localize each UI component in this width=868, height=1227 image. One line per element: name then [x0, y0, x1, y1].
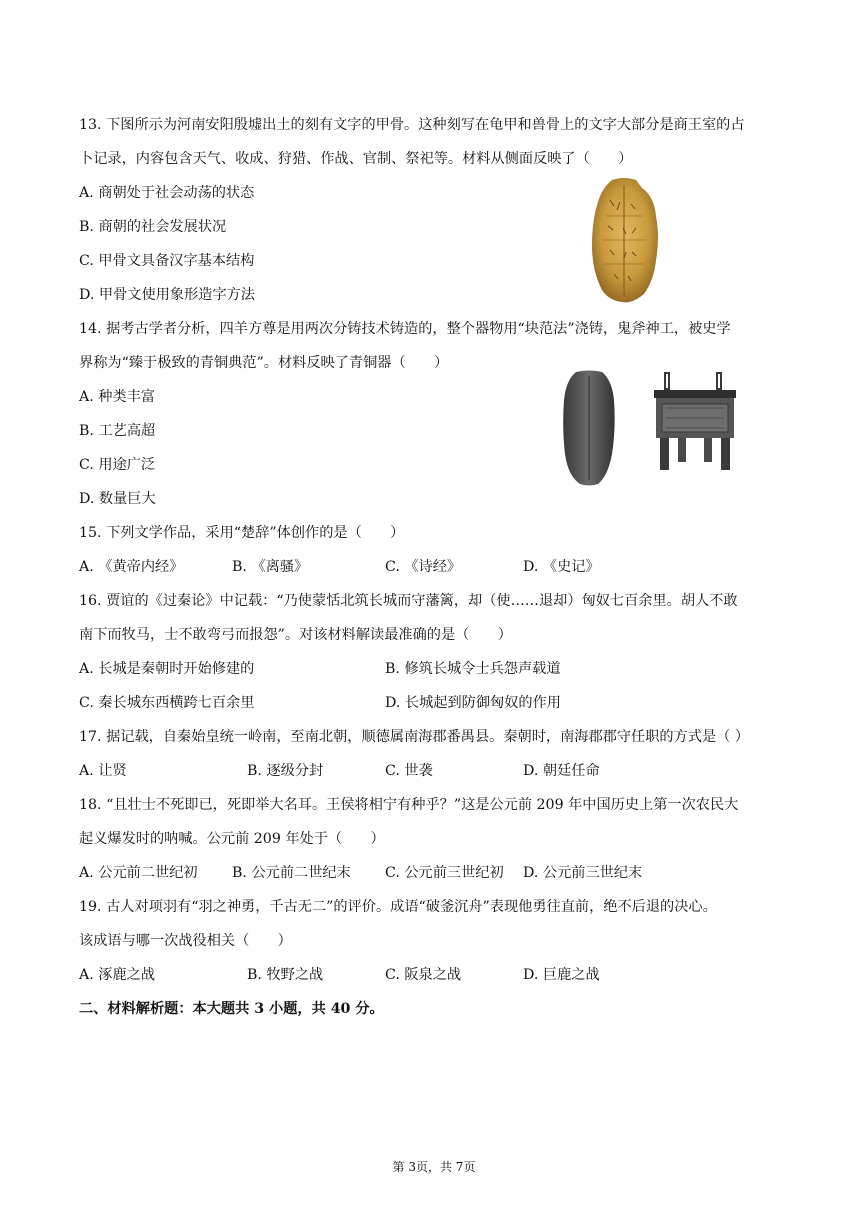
q14-option-b: B. 工艺高超: [79, 423, 156, 439]
q16-option-d: D. 长城起到防御匈奴的作用: [385, 695, 561, 711]
q14-option-c: C. 用途广泛: [79, 457, 156, 473]
q19-option-c: C. 阪泉之战: [385, 967, 462, 983]
q18-stem-line1: 18. “且壮士不死即已，死即举大名耳。王侯将相宁有种乎？”这是公元前 209 年中国历史上第一次农民大: [79, 797, 739, 813]
q13-option-d: D. 甲骨文使用象形造字方法: [79, 287, 255, 303]
q17-option-a: A. 让贤: [79, 763, 127, 779]
q19-option-b: B. 牧野之战: [247, 967, 324, 983]
q18-stem-line2: 起义爆发时的呐喊。公元前 209 年处于（ ）: [79, 831, 385, 847]
q15-option-d: D. 《史记》: [523, 559, 600, 575]
q17-option-d: D. 朝廷任命: [523, 763, 600, 779]
q18-option-d: D. 公元前三世纪末: [523, 865, 643, 881]
q16-stem-line1: 16. 贾谊的《过秦论》中记载：“乃使蒙恬北筑长城而守藩篱，却（使……退却）匈奴七百余里。胡人不敢: [79, 593, 738, 609]
q17-stem: 17. 据记载，自秦始皇统一岭南，至南北朝，顺德属南海郡番禺县。秦朝时，南海郡郡守任职的方式是（ ）: [79, 729, 750, 745]
q14-option-d: D. 数量巨大: [79, 491, 156, 507]
q13-option-a: A. 商朝处于社会动荡的状态: [79, 185, 255, 201]
q14-option-a: A. 种类丰富: [79, 389, 156, 405]
bronze-plate-image: [562, 370, 616, 486]
q16-stem-line2: 南下而牧马，士不敢弯弓而报怨”。对该材料解读最准确的是（ ）: [79, 627, 512, 643]
q16-option-c: C. 秦长城东西横跨七百余里: [79, 695, 255, 711]
q18-option-c: C. 公元前三世纪初: [385, 865, 504, 881]
q18-option-a: A. 公元前二世纪初: [79, 865, 198, 881]
q19-stem-line1: 19. 古人对项羽有“羽之神勇，千古无二”的评价。成语“破釜沉舟”表现他勇往直前，绝不后退的决心。: [79, 899, 717, 915]
q18-option-b: B. 公元前二世纪末: [232, 865, 351, 881]
q17-option-b: B. 逐级分封: [247, 763, 324, 779]
q13-stem-line1: 13. 下图所示为河南安阳殷墟出土的刻有文字的甲骨。这种刻写在龟甲和兽骨上的文字大部分是商王室的占: [79, 117, 745, 133]
q13-option-c: C. 甲骨文具备汉字基本结构: [79, 253, 255, 269]
q14-stem-line2: 界称为“臻于极致的青铜典范”。材料反映了青铜器（ ）: [79, 355, 449, 371]
q19-stem-line2: 该成语与哪一次战役相关（ ）: [79, 933, 292, 949]
page-number-footer: 第 3页，共 7页: [392, 1160, 476, 1174]
q13-option-b: B. 商朝的社会发展状况: [79, 219, 227, 235]
bronze-ding-image: [652, 372, 738, 472]
q19-option-a: A. 涿鹿之战: [79, 967, 156, 983]
q15-option-b: B. 《离骚》: [232, 559, 309, 575]
q15-option-c: C. 《诗经》: [385, 559, 462, 575]
q16-option-b: B. 修筑长城令士兵怨声载道: [385, 661, 561, 677]
q13-stem-line2: 卜记录，内容包含天气、收成、狩猎、作战、官制、祭祀等。材料从侧面反映了（ ）: [79, 151, 633, 167]
q15-option-a: A. 《黄帝内经》: [79, 559, 184, 575]
q15-stem: 15. 下列文学作品，采用“楚辞”体创作的是（ ）: [79, 525, 405, 541]
q19-option-d: D. 巨鹿之战: [523, 967, 600, 983]
q16-option-a: A. 长城是秦朝时开始修建的: [79, 661, 255, 677]
oracle-bone-image: [584, 176, 664, 306]
section-2-heading: 二、材料解析题：本大题共 3 小题，共 40 分。: [79, 1001, 384, 1017]
q14-stem-line1: 14. 据考古学者分析，四羊方尊是用两次分铸技术铸造的，整个器物用“块范法”浇铸，鬼斧神工，被史学: [79, 321, 731, 337]
q17-option-c: C. 世袭: [385, 763, 433, 779]
